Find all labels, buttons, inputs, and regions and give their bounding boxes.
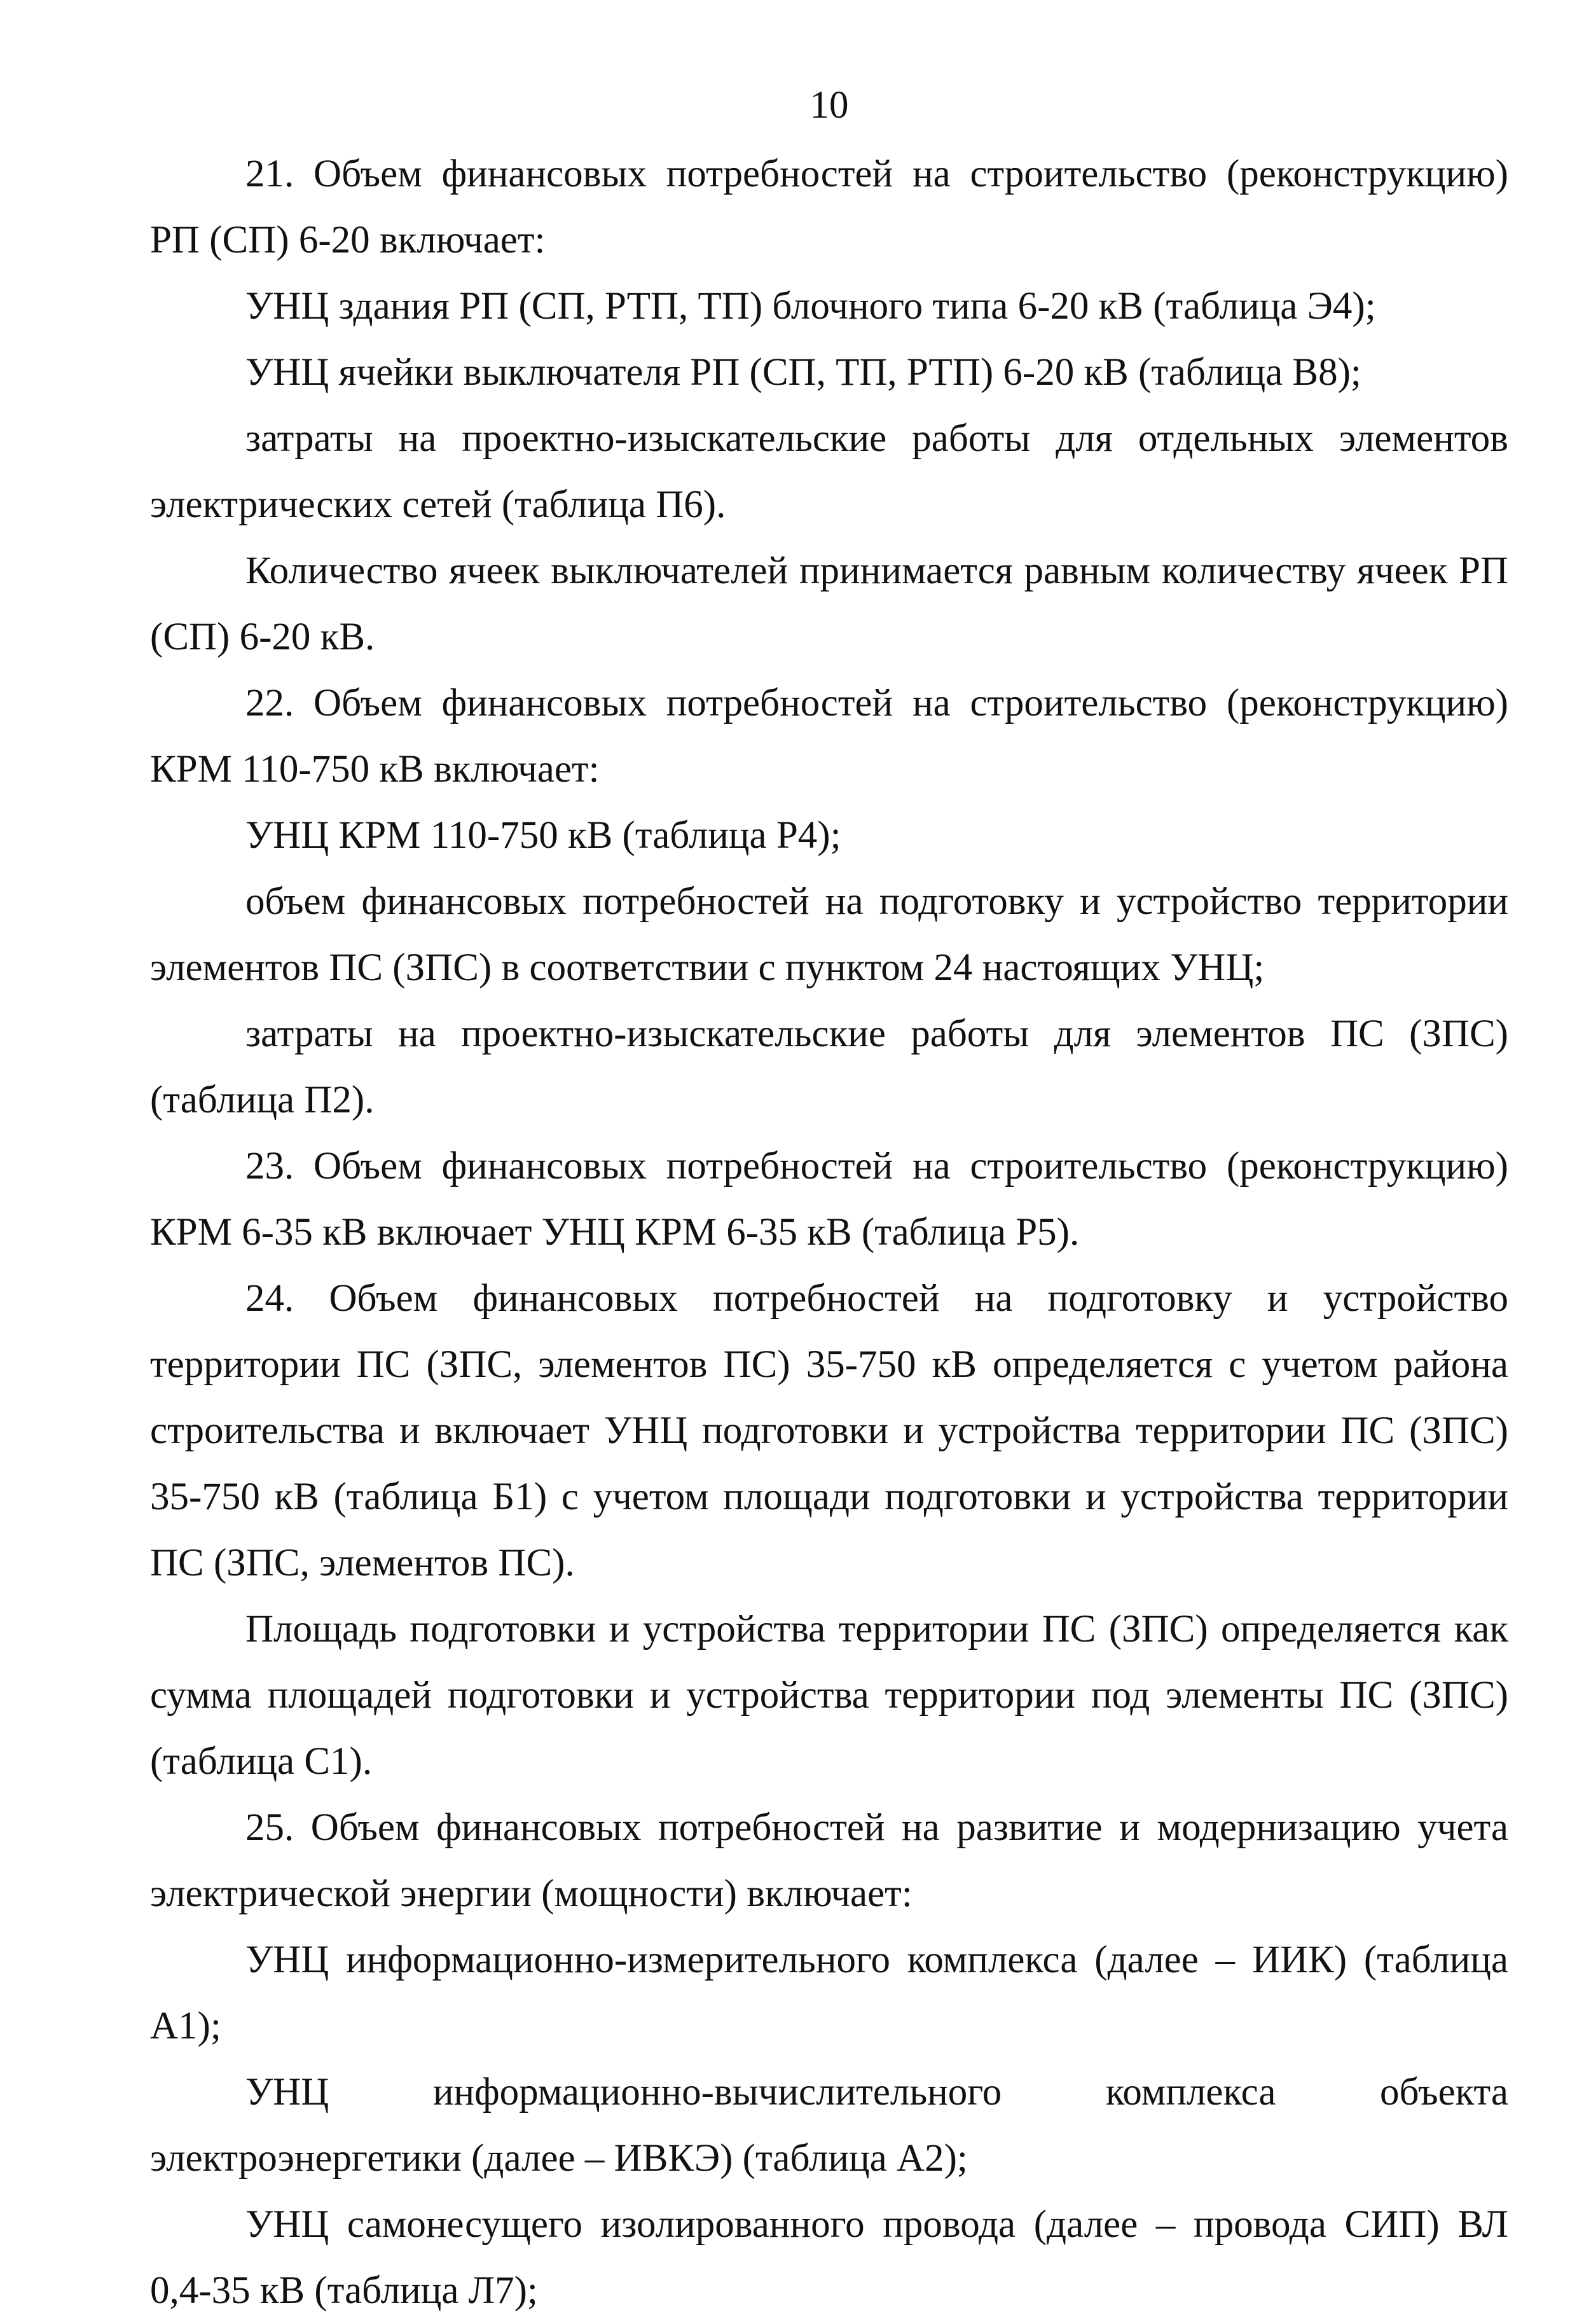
page-number: 10 [809,84,849,127]
paragraph-23: 23. Объем финансовых потребностей на строительство (реконструкцию) КРМ 6-35 кВ включает УНЦ КРМ 6-35 кВ (таблица Р5). [150,1145,1508,1254]
paragraph-iik: УНЦ информационно-измерительного комплекса (далее – ИИК) (таблица А1); [150,1939,1508,2047]
paragraph-territory-preparation: объем финансовых потребностей на подготовку и устройство территории элементов ПС (ЗПС) в соответствии с пунктом 24 настоящих УНЦ; [150,880,1508,989]
paragraph-design-costs-p6: затраты на проектно-изыскательские работы для отдельных элементов электрических сетей (таблица П6). [150,417,1508,526]
paragraph-sip-wire: УНЦ самонесущего изолированного провода (далее – провода СИП) ВЛ 0,4-35 кВ (таблица Л7); [150,2203,1508,2312]
paragraph-area-definition: Площадь подготовки и устройства территории ПС (ЗПС) определяется как сумма площадей подготовки и устройства территории под элементы ПС (ЗПС) (таблица С1). [150,1608,1508,1783]
paragraph-ivke: УНЦ информационно-вычислительного комплекса объекта электроэнергетики (далее – ИВКЭ) (таблица А2); [150,2071,1508,2180]
paragraph-25-intro: 25. Объем финансовых потребностей на развитие и модернизацию учета электрической энергии (мощности) включает: [150,1806,1508,1915]
paragraph-24: 24. Объем финансовых потребностей на подготовку и устройство территории ПС (ЗПС, элементов ПС) 35-750 кВ определяется с учетом района строительства и включает УНЦ подготовки и устройства территории ПС (ЗПС) 35-750 кВ (таблица Б1) с учетом площади подготовки и устройства территории ПС (ЗПС, элементов ПС). [150,1277,1508,1584]
paragraph-design-costs-p2: затраты на проектно-изыскательские работы для элементов ПС (ЗПС) (таблица П2). [150,1013,1508,1121]
paragraph-22-intro: 22. Объем финансовых потребностей на строительство (реконструкцию) КРМ 110-750 кВ включает: [150,682,1508,791]
paragraph-breaker-count: Количество ячеек выключателей принимается равным количеству ячеек РП (СП) 6-20 кВ. [150,550,1508,658]
paragraph-rp-building: УНЦ здания РП (СП, РТП, ТП) блочного типа 6-20 кВ (таблица Э4); [245,285,1376,328]
paragraph-21-intro: 21. Объем финансовых потребностей на строительство (реконструкцию) РП (СП) 6-20 включает: [150,153,1508,261]
paragraph-rp-breaker-cell: УНЦ ячейки выключателя РП (СП, ТП, РТП) 6-20 кВ (таблица В8); [245,351,1361,394]
paragraph-krm-110-750: УНЦ КРМ 110-750 кВ (таблица Р4); [245,814,841,857]
